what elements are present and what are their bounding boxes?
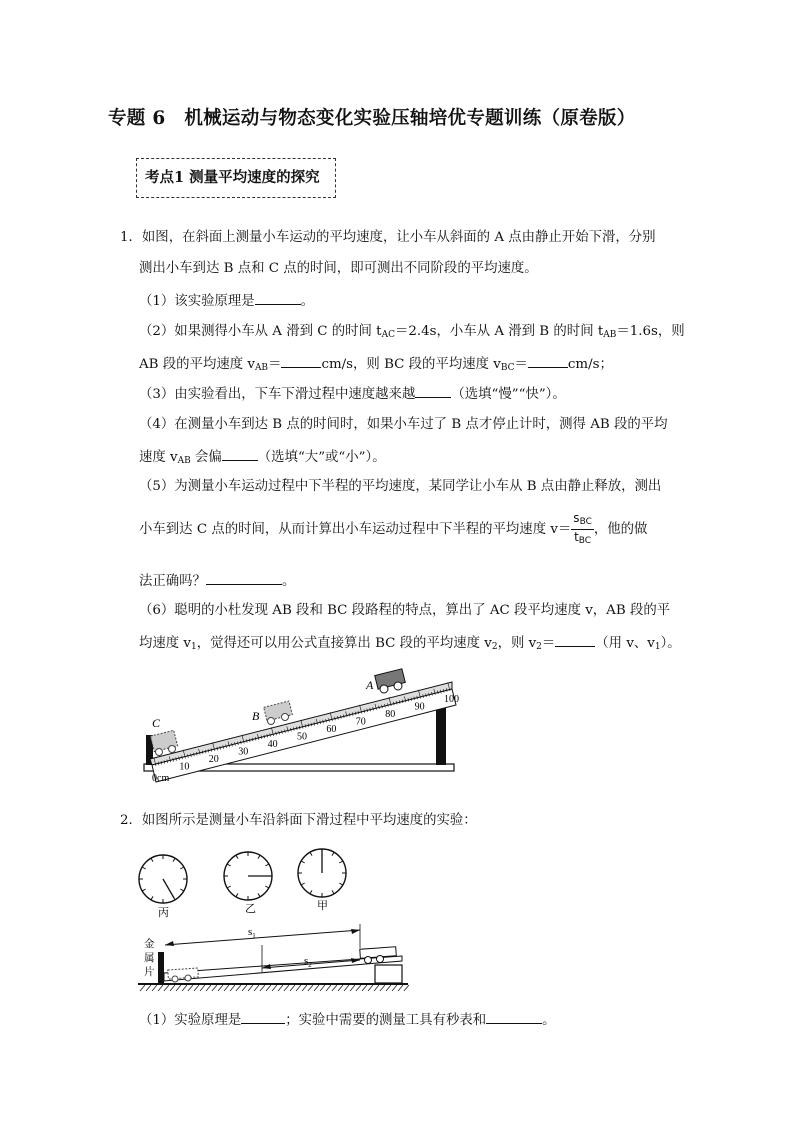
answer-blank[interactable] [255, 290, 301, 305]
table-surface [138, 983, 408, 985]
hatch-line [176, 985, 181, 991]
hatch-line [398, 985, 403, 991]
ruler-label: 60 [326, 724, 337, 735]
cart-c-ghost [150, 730, 177, 755]
hatch-line [224, 985, 229, 991]
hatch-line [338, 985, 343, 991]
q1-part2-line1: （2）如果测得小车从 A 滑到 C 的时间 $t_{AC}=2.4s$，小车从 A 滑到 B 的时间 $t_{AB}=1.6s$，则 [139, 324, 685, 340]
hatch-line [242, 985, 247, 991]
hatch-line [302, 985, 307, 991]
ruler-label: 100 [444, 694, 459, 705]
clock-yi [224, 852, 272, 900]
hatch-line [350, 985, 355, 991]
hatch-line [218, 985, 223, 991]
hatch-line [386, 985, 391, 991]
hatch-line [170, 985, 175, 991]
section-heading: 考点1 测量平均速度的探究 [136, 158, 336, 198]
hatch-line [152, 985, 157, 991]
table-hatch [140, 985, 409, 991]
label-c: C [152, 716, 161, 730]
q1-part4-line2: 速度 $v_{AB}$ 会偏 （选填“大”或“小”）。 [139, 446, 386, 471]
hatch-line [380, 985, 385, 991]
hatch-line [362, 985, 367, 991]
hatch-line [320, 985, 325, 991]
clock-bing [139, 855, 187, 903]
hatch-line [200, 985, 205, 991]
hatch-line [284, 985, 289, 991]
hatch-line [140, 985, 145, 991]
ruler-label: 0cm [152, 773, 170, 784]
answer-blank[interactable] [206, 570, 282, 585]
clock-jia [298, 849, 346, 897]
answer-blank[interactable] [281, 353, 321, 368]
q1-part2-line2: AB 段的平均速度 $v_{AB}= cm/s$，则 BC 段的平均速度 $v_{BC}= cm/s$； [139, 353, 613, 378]
answer-blank[interactable] [486, 1009, 542, 1024]
answer-blank[interactable] [555, 632, 595, 647]
hatch-line [188, 985, 193, 991]
q1-stem-line1: 1．如图，在斜面上测量小车运动的平均速度，让小车从斜面的 A 点由静止开始下滑，分别 [120, 230, 656, 245]
hatch-line [260, 985, 265, 991]
q1-part3: （3）由实验看出，下车下滑过程中速度越来越 （选填“慢”“快”）。 [139, 383, 566, 405]
ruler-label: 10 [179, 761, 190, 773]
right-support [436, 703, 446, 765]
q1-part5-line2: 小车到达 C 点的时间，从而计算出小车运动过程中下半程的平均速度 v＝ $\frac{s_{BC}}{t_{BC}}$ ，他的做 [139, 511, 648, 546]
hatch-line [278, 985, 283, 991]
q1-part6-line1: （6）聪明的小杜发现 AB 段和 BC 段路程的特点，算出了 AC 段平均速度 v，AB 段的平 [139, 603, 671, 618]
clock-label-yi: 乙 [245, 903, 256, 915]
incline-ruler-figure [140, 665, 460, 790]
hatch-line [194, 985, 199, 991]
label-metal-2: 属 [144, 953, 155, 964]
hatch-line [212, 985, 217, 991]
hatch-line [290, 985, 295, 991]
hatch-line [158, 985, 163, 991]
hatch-line [266, 985, 271, 991]
hatch-line [230, 985, 235, 991]
ruler-label: 80 [385, 709, 396, 720]
q1-part1: （1）该实验原理是 。 [139, 290, 314, 312]
ruler-label: 90 [414, 701, 425, 713]
ruler-label: 40 [267, 739, 278, 750]
ruler-label: 30 [238, 746, 249, 758]
hatch-line [368, 985, 373, 991]
stopwatch-incline-figure [138, 842, 410, 992]
hatch-line [344, 985, 349, 991]
q1-stem-line2: 测出小车到达 B 点和 C 点的时间，即可测出不同阶段的平均速度。 [139, 261, 538, 276]
answer-blank[interactable] [415, 383, 451, 398]
cart-a [375, 669, 406, 693]
hatch-line [182, 985, 187, 991]
label-metal-1: 金 [144, 939, 155, 950]
ruler-label: 20 [208, 754, 219, 765]
q1-part5-line3: 法正确吗？ 。 [139, 570, 295, 592]
clock-label-bing: 丙 [158, 907, 169, 919]
hatch-line [254, 985, 259, 991]
hatch-line [314, 985, 319, 991]
q2-part1: （1）实验原理是 ；实验中需要的测量工具有秒表和 。 [139, 1009, 556, 1031]
label-s1: $s_1$ [248, 926, 256, 940]
incline-board [150, 682, 452, 765]
answer-blank[interactable] [222, 446, 258, 461]
answer-blank[interactable] [528, 353, 568, 368]
label-metal-3: 片 [144, 967, 155, 978]
hatch-line [374, 985, 379, 991]
hatch-line [356, 985, 361, 991]
cart-b-ghost [264, 701, 293, 724]
hatch-line [206, 985, 211, 991]
clock-label-jia: 甲 [317, 900, 328, 912]
ruler-label: 70 [355, 716, 366, 728]
q1-part4-line1: （4）在测量小车到达 B 点的时间时，如果小车过了 B 点才停止计时，测得 AB 段的平均 [139, 417, 668, 432]
q1-part6-line2: 均速度 $v_1$，觉得还可以用公式直接算出 BC 段的平均速度 $v_2$，则 $v_2=$ （用 v、$v_1$）。 [139, 632, 681, 657]
label-a: A [366, 678, 374, 692]
label-b: B [252, 709, 260, 723]
hatch-line [248, 985, 253, 991]
label-s2: $s_2$ [304, 955, 312, 969]
hatch-line [326, 985, 331, 991]
s1-arrow [165, 930, 360, 945]
q2-stem: 2．如图所示是测量小车沿斜面下滑过程中平均速度的实验： [120, 813, 477, 828]
support-block [375, 965, 402, 983]
hatch-line [236, 985, 241, 991]
hatch-line [296, 985, 301, 991]
hatch-line [146, 985, 151, 991]
hatch-line [404, 985, 409, 991]
hatch-line [392, 985, 397, 991]
hatch-line [332, 985, 337, 991]
fraction-sbc-tbc: $\frac{s_{BC}}{t_{BC}}$ [573, 511, 592, 546]
metal-plate [158, 952, 164, 983]
hatch-line [308, 985, 313, 991]
page-title: 专题 6 机械运动与物态变化实验压轴培优专题训练（原卷版） [108, 108, 636, 129]
hatch-line [272, 985, 277, 991]
q1-part5-line1: （5）为测量小车运动过程中下半程的平均速度，某同学让小车从 B 点由静止释放，测出 [139, 479, 662, 494]
ruler-label: 50 [297, 731, 307, 743]
answer-blank[interactable] [241, 1009, 285, 1024]
hatch-line [164, 985, 169, 991]
